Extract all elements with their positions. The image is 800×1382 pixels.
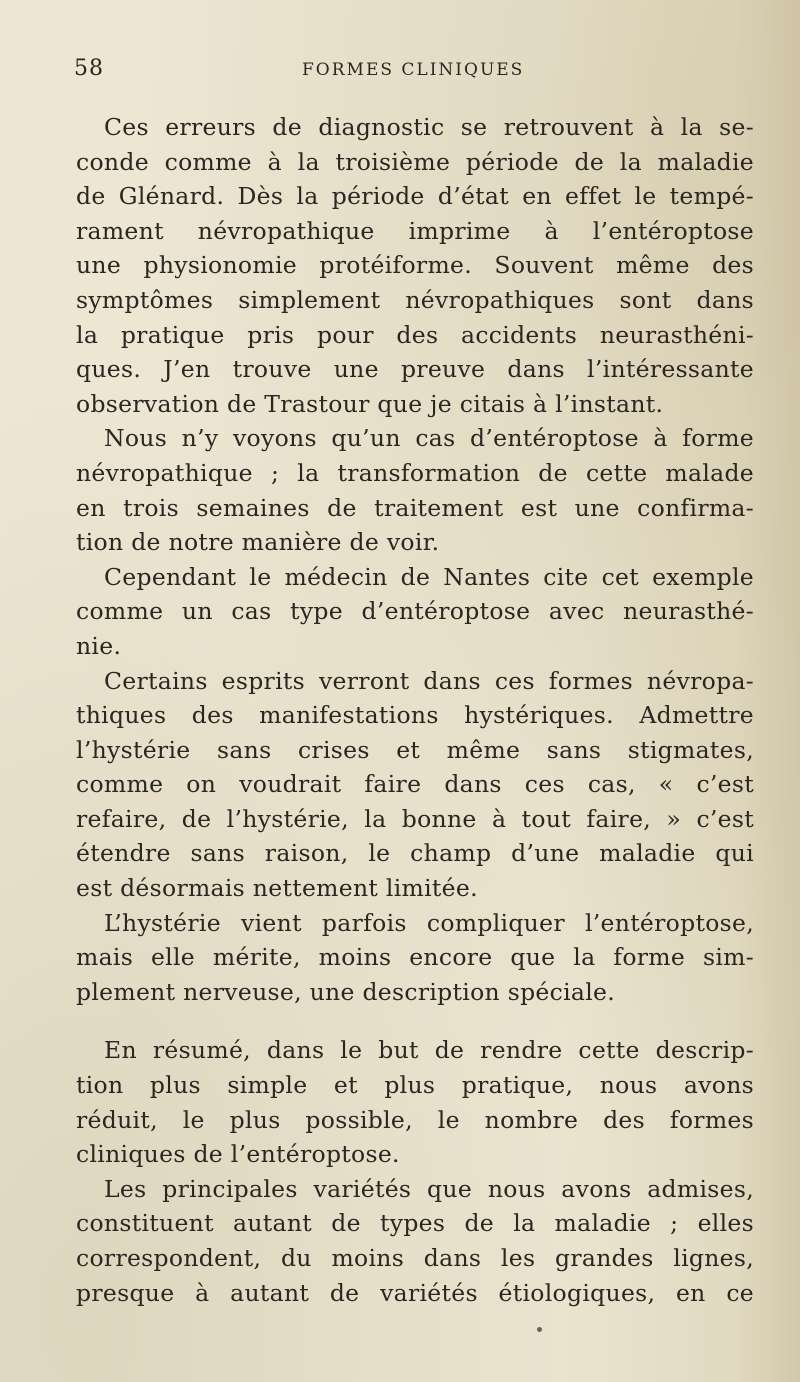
paragraph [76,664,754,906]
text-line: comme on voudrait faire dans ces cas, « c’est [76,770,754,799]
paragraph [76,110,754,421]
paragraph [76,421,754,559]
text-line: comme un cas type d’entéroptose avec neurasthé- [76,597,754,626]
text-line: thiques des manifestations hystériques. Admettre [76,701,754,730]
text-line: ques. J’en trouve une preuve dans l’intéressante [76,355,754,384]
text-line: conde comme à la troisième période de la maladie [76,147,754,176]
text-line: Cependant le médecin de Nantes cite cet exemple [104,562,754,591]
text-line: correspondent, du moins dans les grandes lignes, [76,1244,754,1272]
paragraph [76,1172,754,1310]
text-line: plement nerveuse, une description spéciale. [76,977,616,1006]
text-line: de Glénard. Dès la période d’état en effet le tempé- [76,182,754,211]
ink-speck [537,1327,542,1332]
paragraph [76,906,754,1010]
text-line: rament névropathique imprime à l’entéroptose [76,216,754,245]
body-text [76,110,754,1310]
text-line: presque à autant de variétés étiologiques, en ce [76,1278,754,1307]
text-line: Les principales variétés que nous avons admises, [104,1174,754,1203]
text-line: tion de notre manière de voir. [76,528,440,557]
text-line: Certains esprits verront dans ces formes névropa- [104,666,754,695]
text-line: étendre sans raison, le champ d’une maladie qui [76,839,754,868]
text-line: réduit, le plus possible, le nombre des formes [76,1105,754,1134]
running-title: FORMES CLINIQUES [302,60,525,80]
text-line: En résumé, dans le but de rendre cette descrip- [104,1036,754,1065]
text-line: constituent autant de types de la maladie ; elles [76,1209,754,1238]
text-line: cliniques de l’entéroptose. [76,1140,400,1169]
text-line: une physionomie protéiforme. Souvent même des [76,251,754,280]
text-line: Nous n’y voyons qu’un cas d’entéroptose à forme [104,424,754,453]
page-number: 58 [74,56,104,81]
text-line: nie. [76,631,122,660]
page-header [74,56,754,92]
text-line: Ces erreurs de diagnostic se retrouvent à la se- [104,113,754,141]
paragraph [76,560,754,664]
text-line: refaire, de l’hystérie, la bonne à tout faire, » c’est [76,804,754,833]
text-line: est désormais nettement limitée. [76,874,478,903]
section-gap [76,1009,754,1033]
text-line: l’hystérie sans crises et même sans stigmates, [76,735,754,764]
text-line: observation de Trastour que je citais à l’instant. [76,389,664,418]
text-line: L’hystérie vient parfois compliquer l’entéroptose, [104,908,754,937]
text-line: symptômes simplement névropathiques sont dans [76,285,754,314]
text-line: la pratique pris pour des accidents neurasthéni- [76,320,754,349]
text-line: tion plus simple et plus pratique, nous avons [76,1071,754,1100]
text-line: en trois semaines de traitement est une confirma- [76,493,754,522]
text-line: névropathique ; la transformation de cette malade [76,458,754,487]
paragraph [76,1033,754,1171]
text-line: mais elle mérite, moins encore que la forme sim- [76,943,754,972]
